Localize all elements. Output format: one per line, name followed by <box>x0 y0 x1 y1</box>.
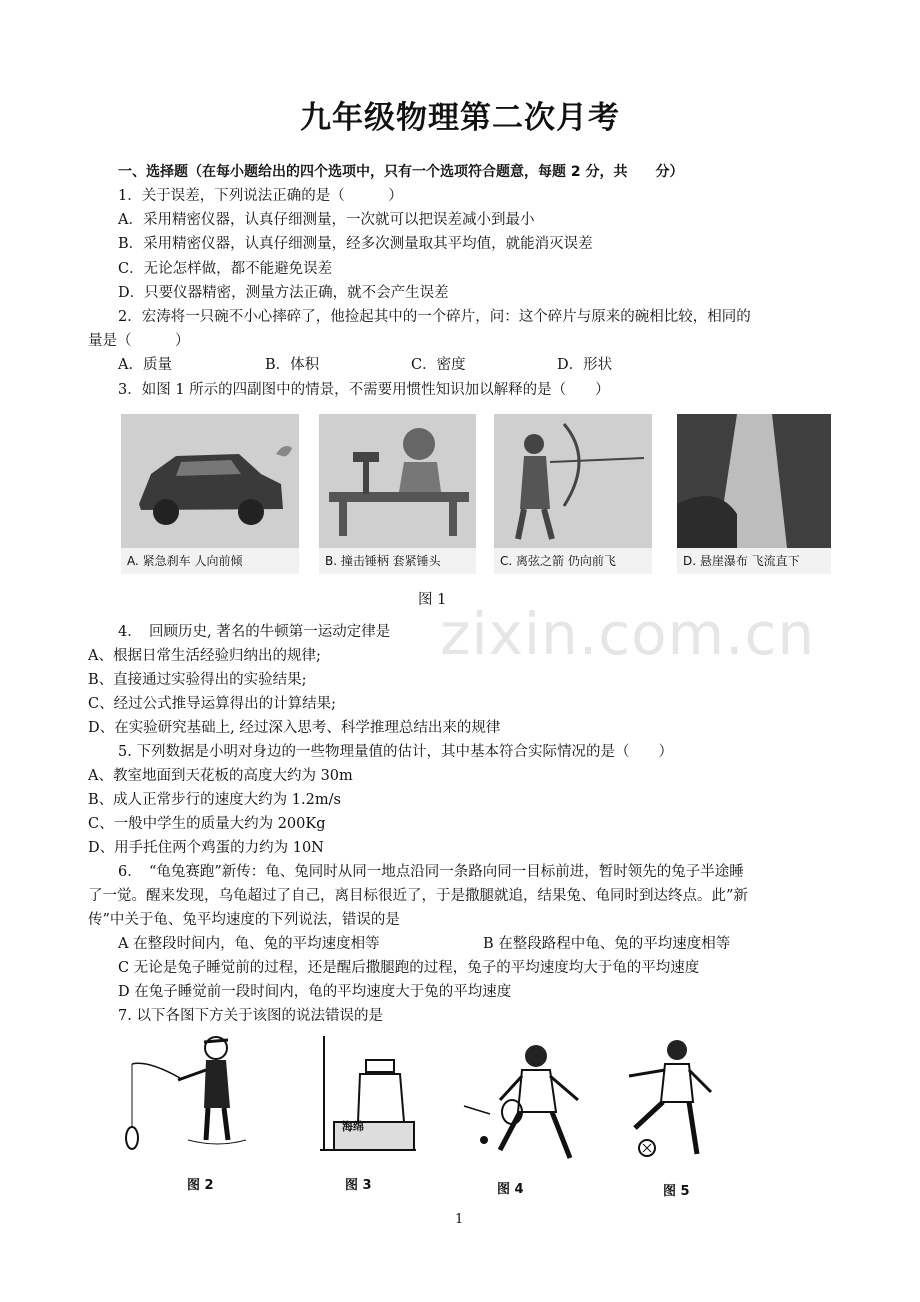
question-6-stem-cont-2: 传”中关于龟、兔平均速度的下列说法，错误的是 <box>88 912 400 928</box>
page-number: 1 <box>455 1212 464 1227</box>
question-4-option-b: B、直接通过实验得出的实验结果; <box>88 672 307 688</box>
question-3-stem: 3．如图 1 所示的四副图中的情景，不需要用惯性知识加以解释的是（ ） <box>118 382 610 398</box>
figure-1-label: 图 1 <box>418 592 447 608</box>
question-5-option-b: B、成人正常步行的速度大约为 1.2m/s <box>88 792 341 808</box>
figure-5-soccer-player <box>615 1036 725 1168</box>
question-2-stem: 2．宏涛将一只碗不小心摔碎了，他捡起其中的一个碎片，问：这个碎片与原来的碗相比较，相同的 <box>118 309 751 325</box>
waterfall-illustration <box>677 414 831 548</box>
watermark: zixin.com.cn <box>440 600 816 668</box>
question-1-stem: 1．关于误差，下列说法正确的是（ ） <box>118 188 403 204</box>
figure-1c-archer <box>494 414 652 574</box>
question-6-stem-cont-1: 了一觉。醒来发现，乌龟超过了自己，离目标很近了，于是撒腿就追，结果兔、龟同时到达终点。此”新 <box>88 888 748 904</box>
question-5-option-c: C、一般中学生的质量大约为 200Kg <box>88 816 326 832</box>
figure-2-label: 图 2 <box>187 1178 214 1193</box>
question-6-option-c: C 无论是兔子睡觉前的过程，还是醒后撒腿跑的过程，兔子的平均速度均大于龟的平均速度 <box>118 960 700 976</box>
figure-4-label: 图 4 <box>497 1182 524 1197</box>
question-2-option-c: C．密度 <box>411 357 466 373</box>
question-1-option-b: B．采用精密仪器，认真仔细测量，经多次测量取其平均值，就能消灭误差 <box>118 236 593 252</box>
question-6-stem: 6． “龟兔赛跑”新传：龟、兔同时从同一地点沿同一条路向同一目标前进，暂时领先的兔子半途睡 <box>118 864 744 880</box>
sponge-label: 海绵 <box>342 1120 364 1133</box>
section-heading: 一、选择题（在每小题给出的四个选项中，只有一个选项符合题意，每题 2 分，共 分） <box>118 164 684 180</box>
question-5-stem: 5. 下列数据是小明对身边的一些物理量值的估计，其中基本符合实际情况的是（ ） <box>118 744 673 760</box>
question-4-stem: 4． 回顾历史, 著名的牛顿第一运动定律是 <box>118 624 391 640</box>
question-2-option-d: D．形状 <box>557 357 613 373</box>
question-5-option-a: A、教室地面到天花板的高度大约为 30m <box>88 768 353 784</box>
question-4-option-c: C、经过公式推导运算得出的计算结果; <box>88 696 336 712</box>
question-2-option-b: B．体积 <box>265 357 320 373</box>
figure-1a-car-braking <box>121 414 299 574</box>
figure-4-badminton-player <box>460 1040 590 1168</box>
question-7-stem: 7. 以下各图下方关于该图的说法错误的是 <box>118 1008 383 1024</box>
question-1-option-a: A．采用精密仪器，认真仔细测量，一次就可以把误差减小到最小 <box>118 212 535 228</box>
figure-3-bottle-on-sponge <box>318 1034 418 1154</box>
figure-1a-caption: A. 紧急刹车 人向前倾 <box>121 548 299 574</box>
figure-3-label: 图 3 <box>345 1178 372 1193</box>
question-6-option-a: A 在整段时间内，龟、兔的平均速度相等 <box>118 936 380 952</box>
figure-1d-waterfall <box>677 414 831 574</box>
question-6-option-d: D 在兔子睡觉前一段时间内，龟的平均速度大于兔的平均速度 <box>118 984 512 1000</box>
question-1-option-d: D．只要仪器精密，测量方法正确，就不会产生误差 <box>118 285 449 301</box>
car-illustration <box>121 414 299 548</box>
question-5-option-d: D、用手托住两个鸡蛋的力约为 10N <box>88 840 324 856</box>
question-2-stem-cont: 量是（ ） <box>88 333 190 349</box>
figure-1b-hammer <box>319 414 476 574</box>
page-title: 九年级物理第二次月考 <box>300 100 620 136</box>
figure-1b-caption: B. 撞击锤柄 套紧锤头 <box>319 548 476 574</box>
hammer-illustration <box>319 414 476 548</box>
question-4-option-d: D、在实验研究基础上, 经过深入思考、科学推理总结出来的规律 <box>88 720 501 736</box>
figure-2-fisherman <box>118 1030 248 1165</box>
figure-1c-caption: C. 离弦之箭 仍向前飞 <box>494 548 652 574</box>
question-2-option-a: A．质量 <box>118 357 172 373</box>
question-4-option-a: A、根据日常生活经验归纳出的规律; <box>88 648 321 664</box>
figure-5-label: 图 5 <box>663 1184 690 1199</box>
question-1-option-c: C．无论怎样做，都不能避免误差 <box>118 261 333 277</box>
question-6-option-b: B 在整段路程中龟、兔的平均速度相等 <box>483 936 731 952</box>
figure-1d-caption: D. 悬崖瀑布 飞流直下 <box>677 548 831 574</box>
archer-illustration <box>494 414 652 548</box>
